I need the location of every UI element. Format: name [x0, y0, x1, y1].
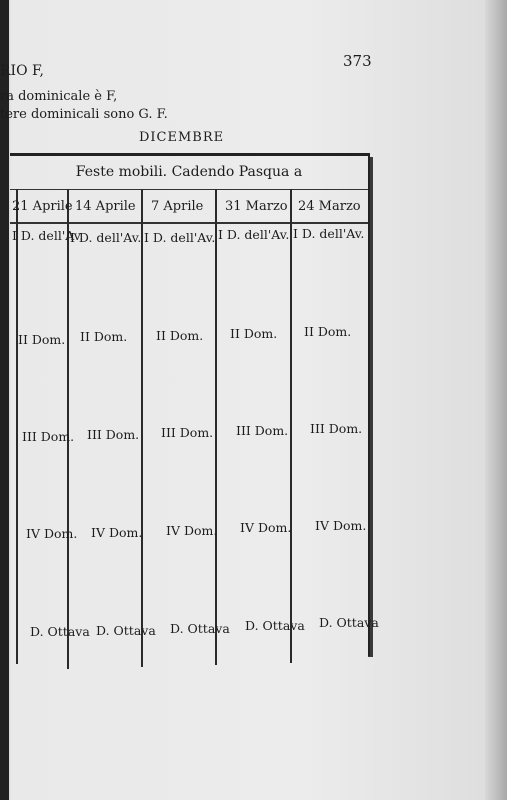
column-divider — [290, 189, 292, 663]
table-cell: II Dom. — [304, 324, 352, 339]
table-cell: III Dom. — [161, 425, 214, 440]
table-cell: D. Ottava — [319, 615, 379, 630]
page-number: 373 — [343, 52, 372, 70]
column-divider — [141, 189, 143, 667]
table-rule-header — [10, 222, 368, 224]
table-title: Feste mobili. Cadendo Pasqua a — [75, 164, 303, 180]
column-header-21-aprile: 21 Aprile — [12, 199, 73, 214]
table-cell: I D. dell'Av. — [144, 230, 216, 245]
table-cell: II Dom. — [230, 326, 278, 341]
table-cell: I D. dell'Av. — [293, 226, 365, 241]
table-cell: III Dom. — [22, 429, 75, 444]
month-title: DICEMBRE — [139, 130, 225, 145]
table-cell: I D. dell'Av. — [12, 228, 84, 243]
table-rule-top — [10, 189, 368, 190]
column-header-14-aprile: 14 Aprile — [75, 199, 136, 214]
column-header-7-aprile: 7 Aprile — [151, 199, 204, 214]
table-cell: D. Ottava — [245, 618, 305, 633]
table-cell: I D. dell'Av. — [70, 230, 142, 245]
header-line-2: ra dominicale è F, — [0, 89, 118, 104]
table-cell: IV Dom. — [26, 526, 78, 541]
table-cell: II Dom. — [80, 329, 128, 344]
table-cell: D. Ottava — [30, 624, 90, 639]
table-cell: IV Dom. — [91, 525, 143, 540]
column-divider — [215, 189, 217, 665]
table-cell: D. Ottava — [170, 621, 230, 636]
table-cell: I D. dell'Av. — [218, 227, 290, 242]
table-cell: II Dom. — [18, 332, 66, 347]
column-header-31-marzo: 31 Marzo — [225, 199, 288, 214]
page-edge — [485, 0, 507, 800]
table-cell: IV Dom. — [166, 523, 218, 538]
movable-feasts-table — [10, 153, 379, 656]
table-cell: III Dom. — [87, 427, 140, 442]
table-cell: IV Dom. — [315, 518, 367, 533]
header-line-3: tere dominicali sono G. F. — [0, 107, 168, 122]
table-cell: III Dom. — [236, 423, 289, 438]
table-cell: II Dom. — [156, 328, 204, 343]
table-cell: III Dom. — [310, 421, 363, 436]
column-divider — [16, 189, 18, 664]
header-line-1: RIO F, — [0, 63, 44, 79]
table-cell: D. Ottava — [96, 623, 156, 638]
table-cell: IV Dom. — [240, 520, 292, 535]
column-header-24-marzo: 24 Marzo — [298, 199, 361, 214]
